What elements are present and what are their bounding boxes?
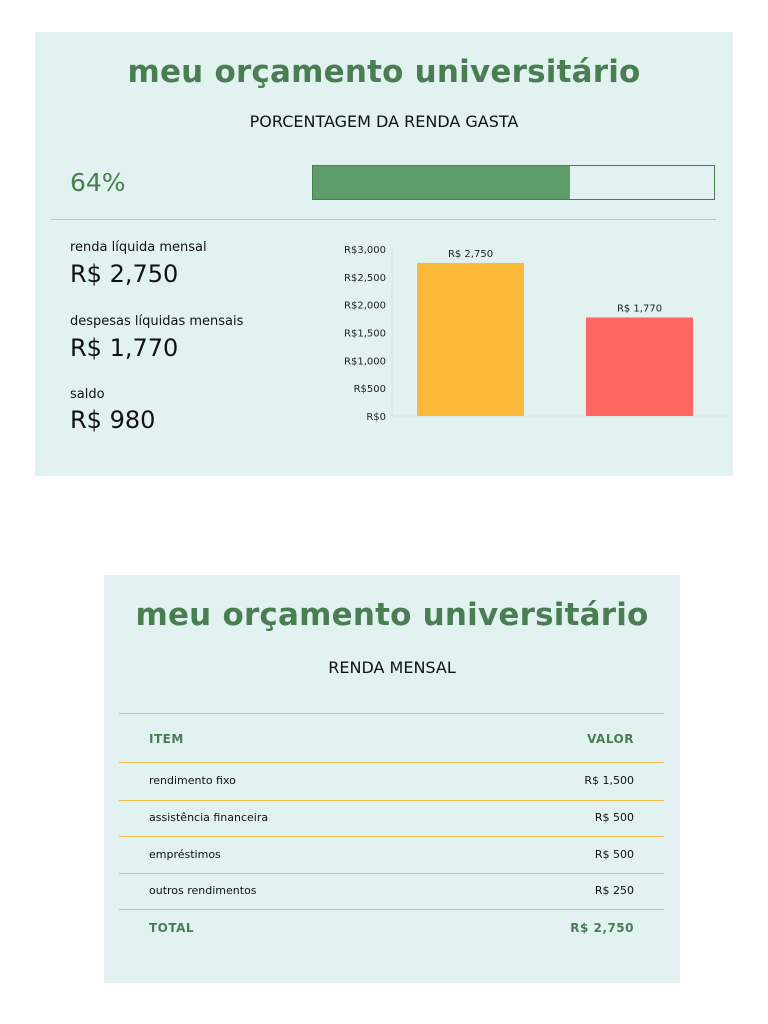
total-value: R$ 2,750 bbox=[570, 921, 634, 935]
row-item: outros rendimentos bbox=[149, 884, 257, 897]
summary-subtitle: PORCENTAGEM DA RENDA GASTA bbox=[249, 112, 519, 131]
y-tick-label: R$3,000 bbox=[344, 245, 386, 256]
percent-spent-label: 64% bbox=[70, 168, 126, 197]
income-vs-expenses-chart bbox=[330, 237, 730, 432]
expenses-label: despesas líquidas mensais bbox=[70, 314, 244, 329]
header-item: ITEM bbox=[149, 732, 184, 746]
row-value: R$ 250 bbox=[594, 884, 634, 897]
row-item: empréstimos bbox=[149, 848, 221, 861]
row-item: assistência financeira bbox=[149, 811, 269, 824]
table-divider bbox=[119, 909, 664, 910]
balance-value: R$ 980 bbox=[70, 406, 156, 434]
income-subtitle: RENDA MENSAL bbox=[328, 658, 456, 677]
row-value: R$ 1,500 bbox=[584, 774, 634, 787]
income-label: renda líquida mensal bbox=[70, 240, 207, 255]
summary-title: meu orçamento universitário bbox=[127, 54, 641, 90]
y-tick-label: R$1,500 bbox=[344, 328, 386, 340]
bar-data-label: R$ 1,770 bbox=[616, 303, 663, 315]
table-divider bbox=[119, 762, 664, 763]
bar bbox=[586, 317, 693, 416]
row-value: R$ 500 bbox=[594, 848, 634, 861]
balance-label: saldo bbox=[70, 387, 105, 402]
expenses-value: R$ 1,770 bbox=[70, 334, 179, 362]
progress-fill bbox=[313, 166, 570, 199]
y-tick-label: R$2,500 bbox=[344, 272, 386, 284]
income-value: R$ 2,750 bbox=[70, 260, 179, 288]
total-item: TOTAL bbox=[149, 921, 195, 935]
summary-card bbox=[35, 32, 733, 476]
income-title: meu orçamento universitário bbox=[135, 597, 649, 633]
income-card bbox=[104, 575, 680, 983]
divider bbox=[51, 219, 716, 220]
row-item: rendimento fixo bbox=[149, 774, 236, 787]
row-value: R$ 500 bbox=[594, 811, 634, 824]
header-value: VALOR bbox=[587, 732, 634, 746]
table-divider bbox=[119, 836, 664, 837]
table-divider bbox=[119, 800, 664, 801]
table-divider bbox=[119, 713, 664, 714]
bar-data-label: R$ 2,750 bbox=[447, 248, 494, 260]
table-divider bbox=[119, 873, 664, 874]
y-tick-label: R$2,000 bbox=[344, 300, 386, 312]
bar bbox=[417, 263, 524, 416]
y-tick-label: R$0 bbox=[366, 412, 386, 423]
y-tick-label: R$1,000 bbox=[344, 356, 386, 368]
y-tick-label: R$500 bbox=[353, 384, 386, 396]
percent-spent-progress-bar bbox=[312, 165, 715, 200]
